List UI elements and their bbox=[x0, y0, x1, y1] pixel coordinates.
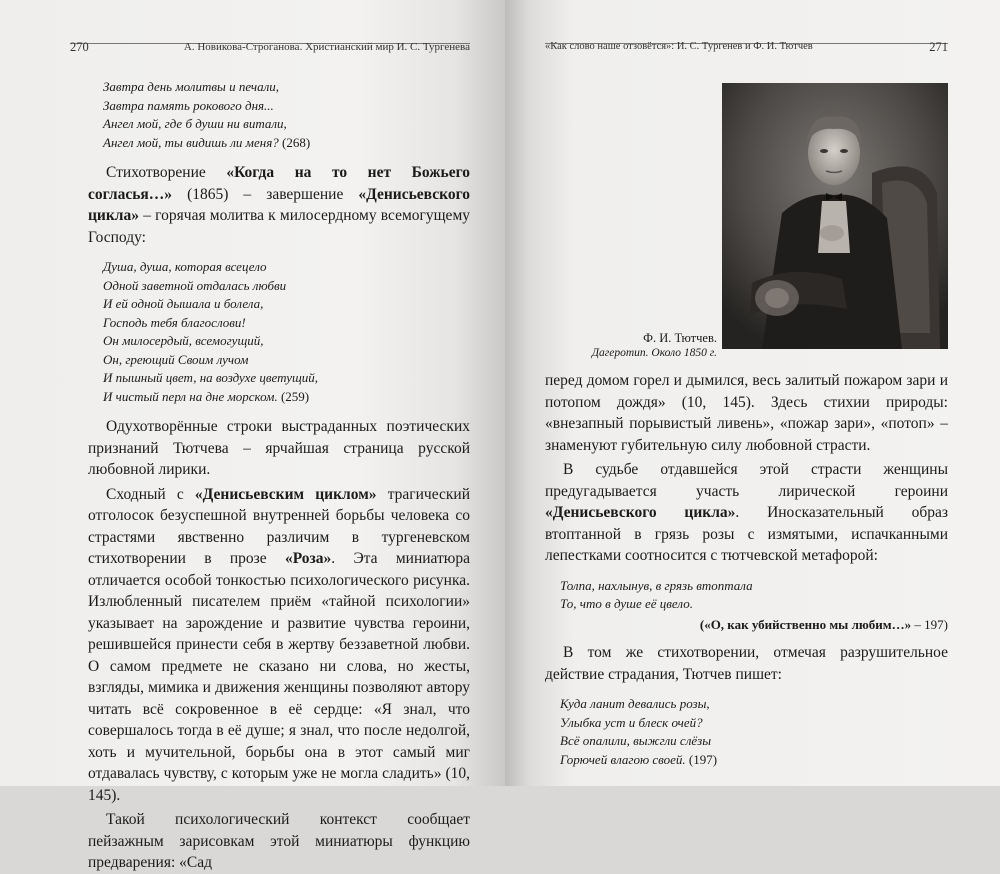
poem-title: «Когда на то нет Божьего согласья…» bbox=[88, 164, 470, 203]
paragraph: В том же стихотворении, отмечая разрушительное действие страдания, Тютчев пишет: bbox=[545, 644, 948, 683]
verse-line: И пышный цвет, на воздухе цветущий, bbox=[103, 370, 319, 385]
right-text-column bbox=[545, 370, 948, 779]
verse-line bbox=[103, 388, 470, 407]
verse-attribution bbox=[560, 616, 948, 635]
portrait-illustration bbox=[722, 83, 948, 349]
portrait-photo bbox=[722, 83, 948, 349]
paragraph: Одухотворённые строки выстраданных поэтических признаний Тютчева – ярчайшая страница русской любовной лирики. bbox=[88, 418, 470, 478]
text-run: – горячая молитва к милосердному всемогущему Господу: bbox=[88, 207, 470, 246]
paragraph: Такой психологический контекст сообщает пейзажным зарисовкам этой миниатюры функцию предварения: «Сад bbox=[88, 811, 470, 871]
paragraph: перед домом горел и дымился, весь залитый пожаром зари и потопом дождя» (10, 145). Здесь стихии природы: «внезапный порывистый ливень», «пожар зари», «потоп» – знаменуют губительную силу любовной страсти. bbox=[545, 372, 948, 454]
text-run: Стихотворение bbox=[106, 164, 227, 181]
paragraph bbox=[88, 162, 470, 248]
text-run: – 197) bbox=[911, 616, 948, 632]
verse-line: Он, греющий Своим лучом bbox=[103, 351, 249, 367]
verse-line: Ангел мой, где б души ни витали, bbox=[103, 116, 287, 131]
verse-line: Куда ланит девались розы, bbox=[560, 696, 710, 711]
running-head-title: «Как слово наше отзовётся»: И. С. Тургенев и Ф. И. Тютчев bbox=[545, 41, 813, 52]
cycle-title: «Денисьевского цикла» bbox=[545, 504, 736, 521]
text-run: . Эта миниатюра отличается особой тонкостью психологического рисунка. Излюбленный писателем приём «тайной психологии» указывает на зарождение и развитие чувства героини, решившейся принести себя в жертву беззаветной любви. О самом предмете не сказано ни слова, но жесты, взгляды, мимика и движения женщины позволяют автору читать всё сокровенное в её сердце: «Я знал, что совершалось тогда в её душе; я знал, что после недолгой, хоть и мучительной, борьбы она в этот самый миг отдавалась чувству, с которым уже не могла сладить» (10, 145). bbox=[88, 550, 470, 804]
photo-caption-name: Ф. И. Тютчев. bbox=[643, 331, 717, 345]
verse-line: Господь тебя благослови! bbox=[103, 314, 246, 330]
paragraph bbox=[88, 484, 470, 807]
text-run: . Иносказательный образ втоптанной в грязь розы с измятыми, испачканными лепестками соотносится с тютчевской метафорой: bbox=[545, 504, 948, 564]
verse-line: Завтра память рокового дня... bbox=[103, 97, 274, 113]
photo-caption-subtitle: Дагеротип. Около 1850 г. bbox=[591, 347, 717, 359]
verse-line: Он милосердый, всемогущий, bbox=[103, 333, 264, 348]
paragraph bbox=[545, 459, 948, 567]
verse-line: Душа, душа, которая всецело bbox=[103, 259, 267, 274]
verse-block bbox=[103, 258, 470, 406]
verse-reference: (197) bbox=[685, 751, 718, 767]
verse-block bbox=[560, 577, 948, 635]
text-run: трагический отголосок безуспешной внутренней борьбы человека со страстями явственно различим в тургеневском стихотворении в прозе bbox=[88, 485, 470, 567]
cycle-title: «Денисьевского цикла» bbox=[88, 185, 470, 224]
verse-line: И ей одной дышала и болела, bbox=[103, 296, 264, 311]
text-run: В судьбе отдавшейся этой страсти женщины предугадывается участь лирической героини bbox=[545, 461, 948, 500]
verse-line: Толпа, нахлынув, в грязь втоптала bbox=[560, 577, 753, 593]
poem-title: «Роза» bbox=[284, 550, 332, 567]
verse-line bbox=[560, 751, 948, 770]
text-run: (1865) – завершение bbox=[172, 185, 359, 203]
verse-line: Улыбка уст и блеск очей? bbox=[560, 714, 703, 730]
verse-line: Завтра день молитвы и печали, bbox=[103, 79, 280, 94]
text-run: Сходный с bbox=[106, 485, 195, 503]
page-number: 271 bbox=[929, 40, 948, 54]
verse-line-text: Ангел мой, ты видишь ли меня? bbox=[103, 134, 279, 150]
verse-line: Одной заветной отдалась любви bbox=[103, 277, 287, 293]
verse-line-text: И чистый перл на дне морском. bbox=[103, 388, 278, 404]
cycle-title: «Денисьевским циклом» bbox=[194, 485, 377, 503]
verse-reference: (259) bbox=[277, 388, 310, 404]
verse-reference: (268) bbox=[278, 134, 311, 150]
running-head-left bbox=[70, 40, 470, 54]
verse-line: То, что в душе её цвело. bbox=[560, 596, 693, 611]
left-text-column bbox=[88, 78, 470, 874]
poem-title: («О, как убийственно мы любим…» bbox=[699, 616, 912, 632]
verse-line-text: Горючей влагою своей. bbox=[560, 751, 686, 767]
verse-block bbox=[103, 78, 470, 152]
verse-line: Всё опалили, выжгли слёзы bbox=[560, 733, 712, 748]
verse-line bbox=[103, 134, 470, 153]
running-head-title: А. Новикова-Строганова. Христианский мир И. С. Тургенева bbox=[183, 41, 470, 53]
verse-block bbox=[560, 695, 948, 769]
page-number: 270 bbox=[70, 40, 89, 54]
running-head-right bbox=[545, 40, 948, 54]
